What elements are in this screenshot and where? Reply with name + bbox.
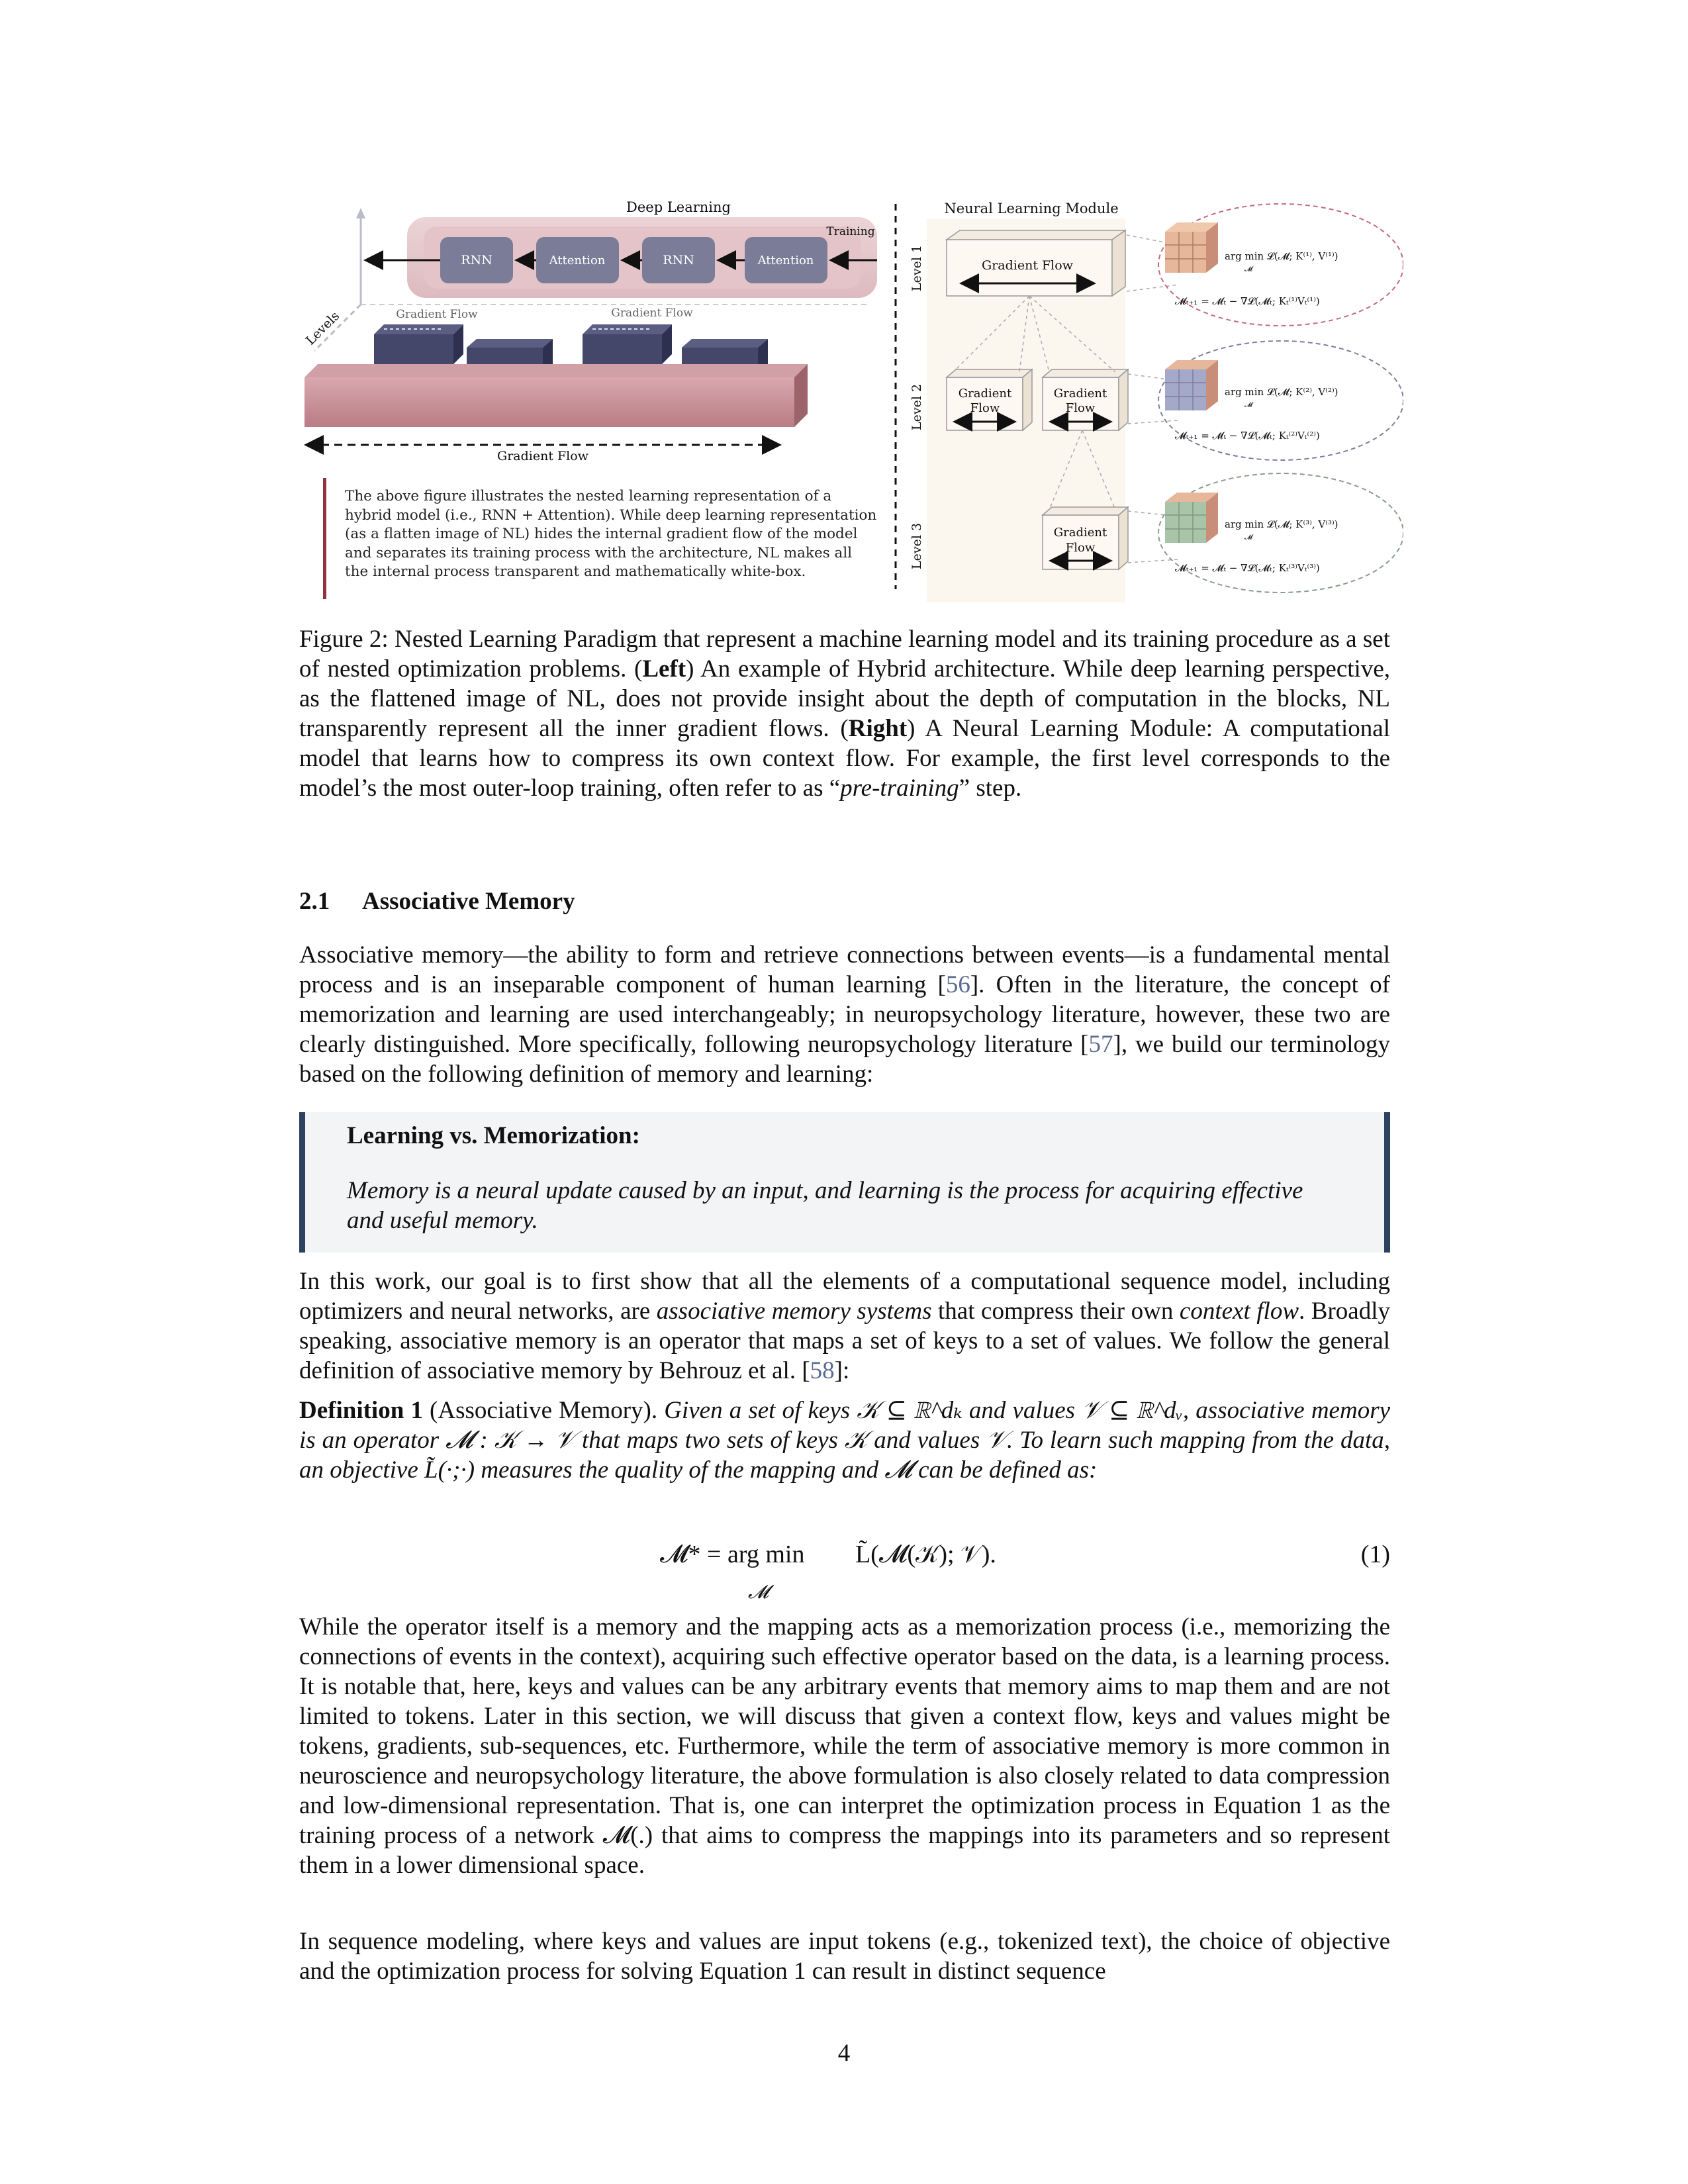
update-rule: 𝓜ₜ₊₁ = 𝓜ₜ − ∇𝓛(𝓜ₜ; Kₜ⁽¹⁾Vₜ⁽¹⁾) — [1175, 295, 1320, 307]
deep-learning-title: Deep Learning — [626, 199, 731, 215]
callout-body: Memory is a neural update caused by an input, and learning is the process for acquiring effective and useful memory. — [347, 1177, 1303, 1234]
objective-sub: 𝓜 — [1244, 533, 1253, 542]
attention-block-1 — [536, 237, 619, 283]
objective-label: arg min 𝓛(𝓜; K⁽²⁾, V⁽²⁾) — [1225, 386, 1338, 398]
update-rule: 𝓜ₜ₊₁ = 𝓜ₜ − ∇𝓛(𝓜ₜ; Kₜ⁽³⁾Vₜ⁽³⁾) — [1175, 562, 1320, 574]
page-number: 4 — [837, 2040, 851, 2067]
caption-text: ” step. — [959, 775, 1022, 802]
citation-link[interactable]: 57 — [1088, 1031, 1113, 1058]
equation-rhs: L̃(𝓜(𝒦); 𝒱). — [855, 1541, 996, 1568]
block-label: RNN — [461, 253, 492, 267]
text: . Broadly speaking, associative memory is an operator that maps a set of keys to a set of values. We follow the general definition of associative memory by Behrouz et al. [ — [299, 1298, 1391, 1384]
section-title: Associative Memory — [362, 888, 575, 915]
rnn-block-2 — [642, 237, 715, 283]
gradient-flow-label: Gradient Flow — [611, 307, 693, 320]
definition-1 — [299, 1396, 1390, 1485]
text: Associative memory—the ability to form and retrieve connections between events—is a fundamental mental process and is an inseparable component of human learning [ — [299, 941, 1390, 998]
citation-link[interactable]: 56 — [945, 971, 970, 998]
box-label-line: Gradient — [1053, 526, 1107, 540]
definition-label: Definition 1 — [299, 1397, 423, 1424]
gradient-flow-label: Gradient Flow — [497, 449, 588, 463]
level-3-box — [1043, 507, 1128, 569]
definition-body: Given a set of keys 𝒦 ⊆ ℝ^dₖ and values 𝒱 ⊆ ℝ^dᵥ, associative memory is an operator 𝓜 : 𝒦 → 𝒱 that maps two sets of keys 𝒦 and values 𝒱. To learn such mapping from the data, an objective L̃(·;·) measures the quality of the mapping and 𝓜 can be defined as: — [299, 1397, 1391, 1484]
figure-caption — [299, 624, 1390, 803]
equation-number: (1) — [1360, 1541, 1390, 1568]
caption-pretraining: pre-training — [840, 775, 959, 802]
objective-label: arg min 𝓛(𝓜; K⁽³⁾, V⁽³⁾) — [1225, 518, 1338, 530]
text: In this work, our goal is to first show that all the elements of a computational sequence model, including optimizers and neural networks, are — [299, 1268, 1390, 1325]
text: ]: — [834, 1357, 850, 1384]
definition-name: (Associative Memory). — [422, 1397, 658, 1424]
attention-block-2 — [745, 237, 827, 283]
box-label-line: Gradient — [958, 387, 1012, 401]
level-2-box-b — [1043, 369, 1128, 430]
citation-link[interactable]: 58 — [810, 1357, 835, 1384]
caption-left: Left — [642, 655, 686, 683]
emphasis: context flow — [1179, 1298, 1299, 1325]
paragraph-4: In sequence modeling, where keys and values are input tokens (e.g., tokenized text), the choice of objective and the optimization process for solving Equation 1 can result in distinct sequence — [299, 1928, 1390, 1985]
objective-label: arg min 𝓛(𝓜; K⁽¹⁾, V⁽¹⁾) — [1225, 250, 1338, 262]
caption-text: ) A Neural Learning Module: A computational model that learns how to compress its own context flow. For example, the first level corresponds to the model’s the most outer-loop training, often refer to as “ — [299, 715, 1390, 802]
equation-sub: 𝓜 — [747, 1582, 769, 1603]
emphasis: associative memory systems — [656, 1298, 932, 1325]
right-panel — [910, 201, 1403, 602]
paragraph-3: While the operator itself is a memory and the mapping acts as a memorization process (i.e., memorizing the connections of events in the context), acquiring such effective operator based on the data, is a learning process. It is notable that, here, keys and values can be any arbitrary events that memory aims to map them and are not limited to tokens. Later in this section, we will discuss that given a context flow, keys and values might be tokens, gradients, sub-sequences, etc. Furthermore, while the term of associative memory is more common in neuroscience and neuropsychology literature, the above formulation is also closely related to data compression and low-dimensional representation. That is, one can interpret the optimization process in Equation 1 as the training process of a network 𝓜(.) that aims to compress the mappings into its parameters and so represent them in a lower dimensional space. — [299, 1613, 1390, 1879]
block-label: Attention — [549, 254, 606, 267]
training-label: Training — [826, 225, 875, 238]
box-label: Gradient Flow — [982, 258, 1073, 273]
left-panel — [303, 199, 877, 463]
box-label-line: Flow — [1065, 541, 1096, 555]
objective-ellipse-2 — [1158, 341, 1403, 460]
learning-vs-memorization-box — [299, 1112, 1390, 1253]
gradient-flow-label: Gradient Flow — [396, 308, 478, 321]
paragraph-2 — [299, 1266, 1390, 1386]
caption-label: Figure 2: — [299, 626, 389, 653]
level-2-label: Level 2 — [910, 383, 924, 430]
caption-text: Nested Learning Paradigm that represent a machine learning model and its training procedure as a set of nested optimization problems. ( — [299, 626, 1390, 683]
hybrid-model-bar — [305, 364, 808, 427]
paragraph-1 — [299, 940, 1390, 1089]
text: ], we build our terminology based on the following definition of memory and learning: — [299, 1031, 1390, 1088]
text: that compress their own — [931, 1298, 1180, 1325]
caption-right: Right — [848, 715, 908, 742]
equation-lhs: 𝓜* = arg min — [660, 1541, 805, 1568]
level-1-label: Level 1 — [910, 244, 924, 291]
objective-ellipse-3 — [1158, 473, 1403, 593]
level-3-label: Level 3 — [910, 522, 924, 569]
callout-title: Learning vs. Memorization: — [347, 1122, 640, 1149]
box-label-line: Flow — [970, 401, 1000, 415]
objective-sub: 𝓜 — [1244, 265, 1253, 273]
update-rule: 𝓜ₜ₊₁ = 𝓜ₜ − ∇𝓛(𝓜ₜ; Kₜ⁽²⁾Vₜ⁽²⁾) — [1175, 430, 1320, 442]
level-1-box — [947, 230, 1125, 296]
equation-1 — [299, 1535, 1390, 1603]
rnn-block-1 — [440, 237, 513, 283]
box-label-line: Gradient — [1053, 387, 1107, 401]
text: ]. Often in the literature, the concept of memorization and learning are used interchangeably; in neuropsychology literature, however, these two are clearly distinguished. More specifically, following neuropsychology literature [ — [299, 971, 1390, 1058]
level-2-box-a — [947, 369, 1032, 430]
levels-label: Levels — [303, 309, 343, 348]
box-label-line: Flow — [1065, 401, 1096, 415]
block-label: RNN — [663, 253, 694, 267]
objective-sub: 𝓜 — [1244, 401, 1253, 409]
section-heading — [299, 887, 575, 916]
section-number: 2.1 — [299, 888, 330, 915]
objective-ellipse-1 — [1158, 204, 1403, 326]
caption-text: ) An example of Hybrid architecture. While deep learning perspective, as the flattened image of NL, does not provide insight about the depth of computation in the blocks, NL transparently represent all the inner gradient flows. ( — [299, 655, 1390, 742]
neural-learning-module-title: Neural Learning Module — [944, 201, 1119, 216]
figure-inner-description: The above figure illustrates the nested learning representation of a hybrid model (i.e., RNN + Attention). While deep learning representation (as a flatten image of NL) hides the internal gradient flow of the model and separates its training process with the architecture, NL makes all the internal process transparent and mathematically white-box. — [323, 478, 879, 599]
block-label: Attention — [757, 254, 814, 267]
